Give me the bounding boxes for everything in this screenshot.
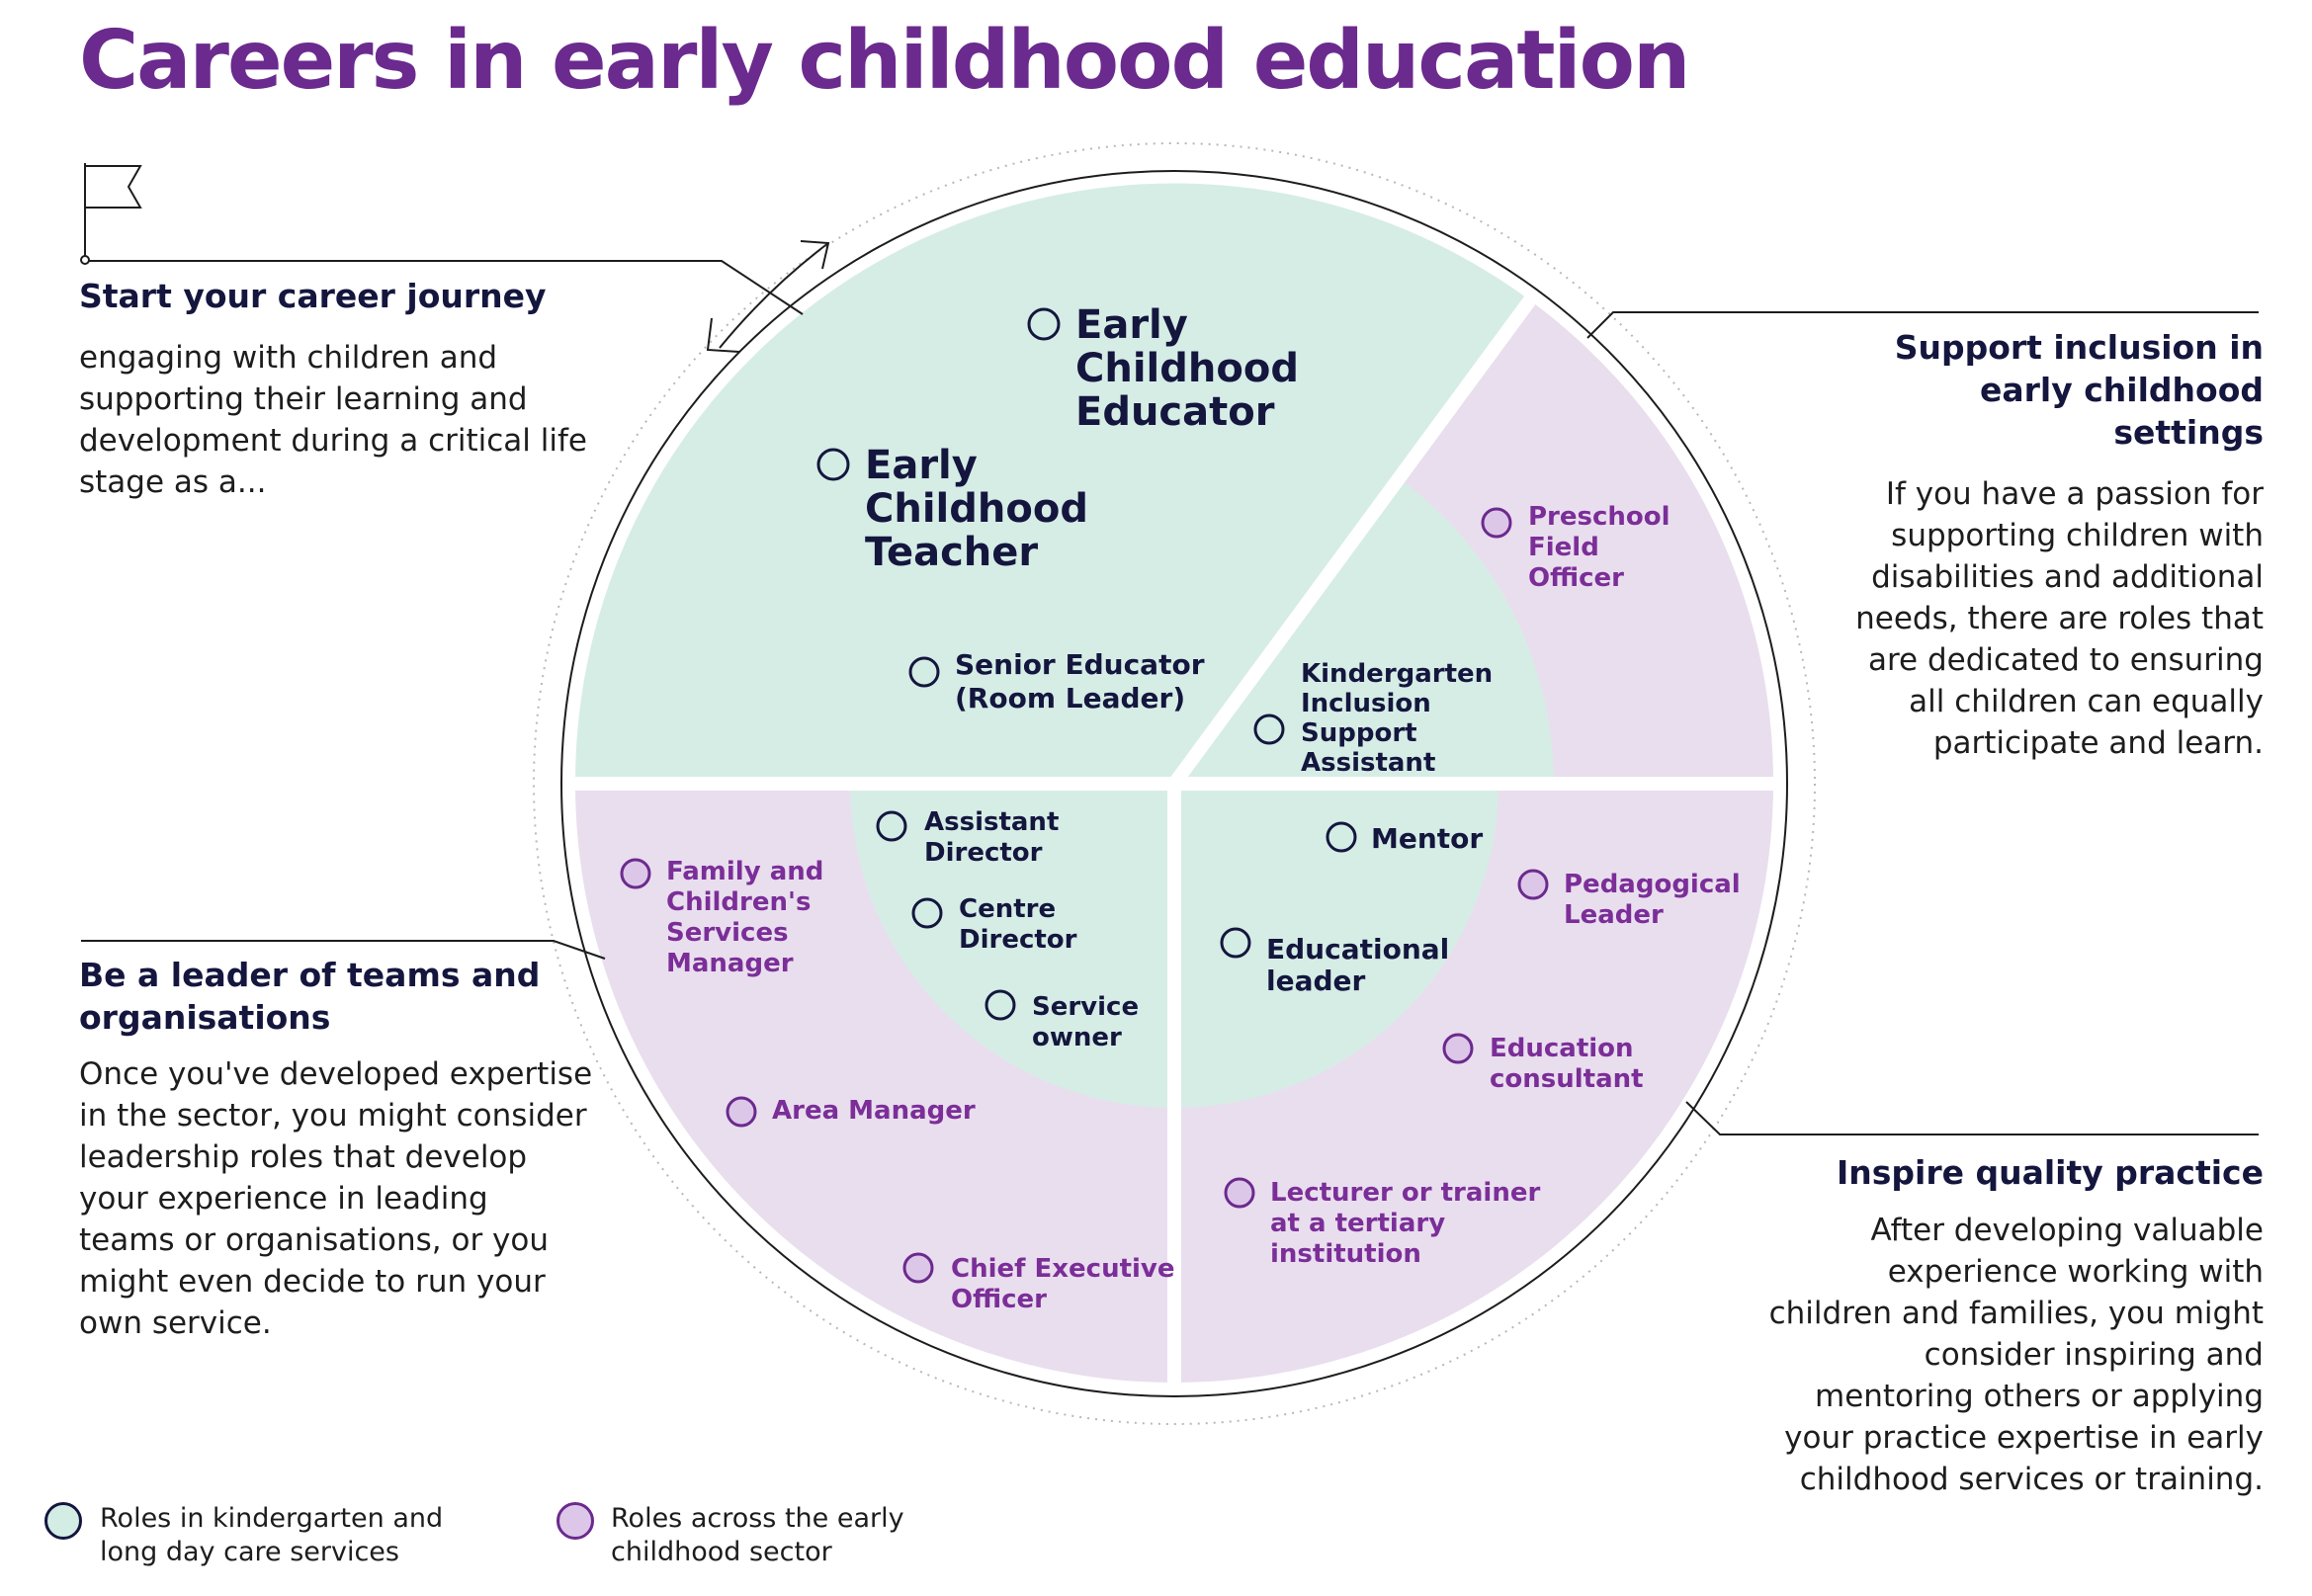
panel-leader	[79, 954, 593, 1344]
panel-inspire-body: After developing valuable experience working with children and families, you might consider inspiring and mentoring others or applying your practice expertise in early childhood services or training.	[1768, 1213, 2264, 1497]
role-label: Pedagogical Leader	[1564, 870, 1741, 930]
role-label: Early Childhood Teacher	[865, 443, 1088, 575]
page-title: Careers in early childhood education	[79, 14, 1689, 108]
role-label: Educational leader	[1266, 933, 1450, 997]
role-marker	[878, 812, 905, 840]
role-marker	[622, 860, 649, 887]
role-label: Chief Executive Officer	[951, 1254, 1175, 1314]
role-label: Kindergarten Inclusion Support Assistant	[1301, 659, 1494, 778]
role-marker	[913, 899, 941, 927]
role-label: Early Childhood Educator	[1075, 302, 1299, 435]
role-label: Area Manager	[772, 1096, 976, 1126]
panel-leader-body: Once you've developed expertise in the sector, you might consider leadership roles that develop your experience in leading teams or organisations, or you might even decide to run your own service.	[79, 1056, 593, 1341]
role-marker	[1519, 871, 1547, 898]
role-senior-educator	[910, 648, 1205, 714]
role-label: Senior Educator (Room Leader)	[955, 648, 1205, 714]
panel-inspire-practice	[1759, 1151, 2264, 1500]
legend-kindergarten-swatch	[44, 1502, 82, 1540]
role-label: Preschool Field Officer	[1528, 502, 1670, 593]
role-label: Centre Director	[959, 894, 1077, 955]
role-marker	[1226, 1179, 1253, 1207]
panel-support-inclusion	[1824, 326, 2264, 764]
role-label: Assistant Director	[924, 807, 1060, 868]
role-label: Lecturer or trainer at a tertiary institution	[1270, 1178, 1541, 1269]
role-label: Education consultant	[1490, 1034, 1644, 1094]
role-label: Service owner	[1032, 992, 1140, 1052]
role-marker	[818, 450, 848, 479]
role-marker	[1444, 1035, 1472, 1062]
role-marker	[728, 1098, 755, 1126]
flag-icon	[81, 163, 140, 264]
connector-inspire	[1686, 1102, 2259, 1134]
role-marker	[986, 991, 1014, 1019]
role-marker	[1483, 509, 1510, 537]
panel-leader-heading: Be a leader of teams and organisations	[79, 956, 541, 1037]
role-marker	[1029, 309, 1059, 339]
panel-start-heading: Start your career journey	[79, 277, 547, 315]
panel-support-heading: Support inclusion in early childhood settings	[1894, 328, 2264, 452]
panel-start-career	[79, 275, 633, 503]
legend-sector-label: Roles across the early childhood sector	[611, 1503, 904, 1567]
role-marker	[910, 658, 938, 686]
role-label: Family and Children's Services Manager	[666, 857, 824, 978]
legend-kindergarten-label: Roles in kindergarten and long day care services	[100, 1503, 444, 1567]
panel-support-body: If you have a passion for supporting children with disabilities and additional needs, there are roles that are dedicated to ensuring all children can equally participate and learn.	[1855, 476, 2264, 761]
role-marker	[1327, 823, 1355, 851]
panel-inspire-heading: Inspire quality practice	[1836, 1153, 2264, 1192]
role-label: Mentor	[1371, 822, 1484, 855]
panel-start-body: engaging with children and supporting their learning and development during a critical life stage as a...	[79, 340, 587, 500]
role-marker	[1255, 715, 1283, 743]
legend-sector-swatch	[557, 1502, 594, 1540]
role-marker	[1222, 929, 1249, 957]
role-marker	[904, 1254, 932, 1282]
